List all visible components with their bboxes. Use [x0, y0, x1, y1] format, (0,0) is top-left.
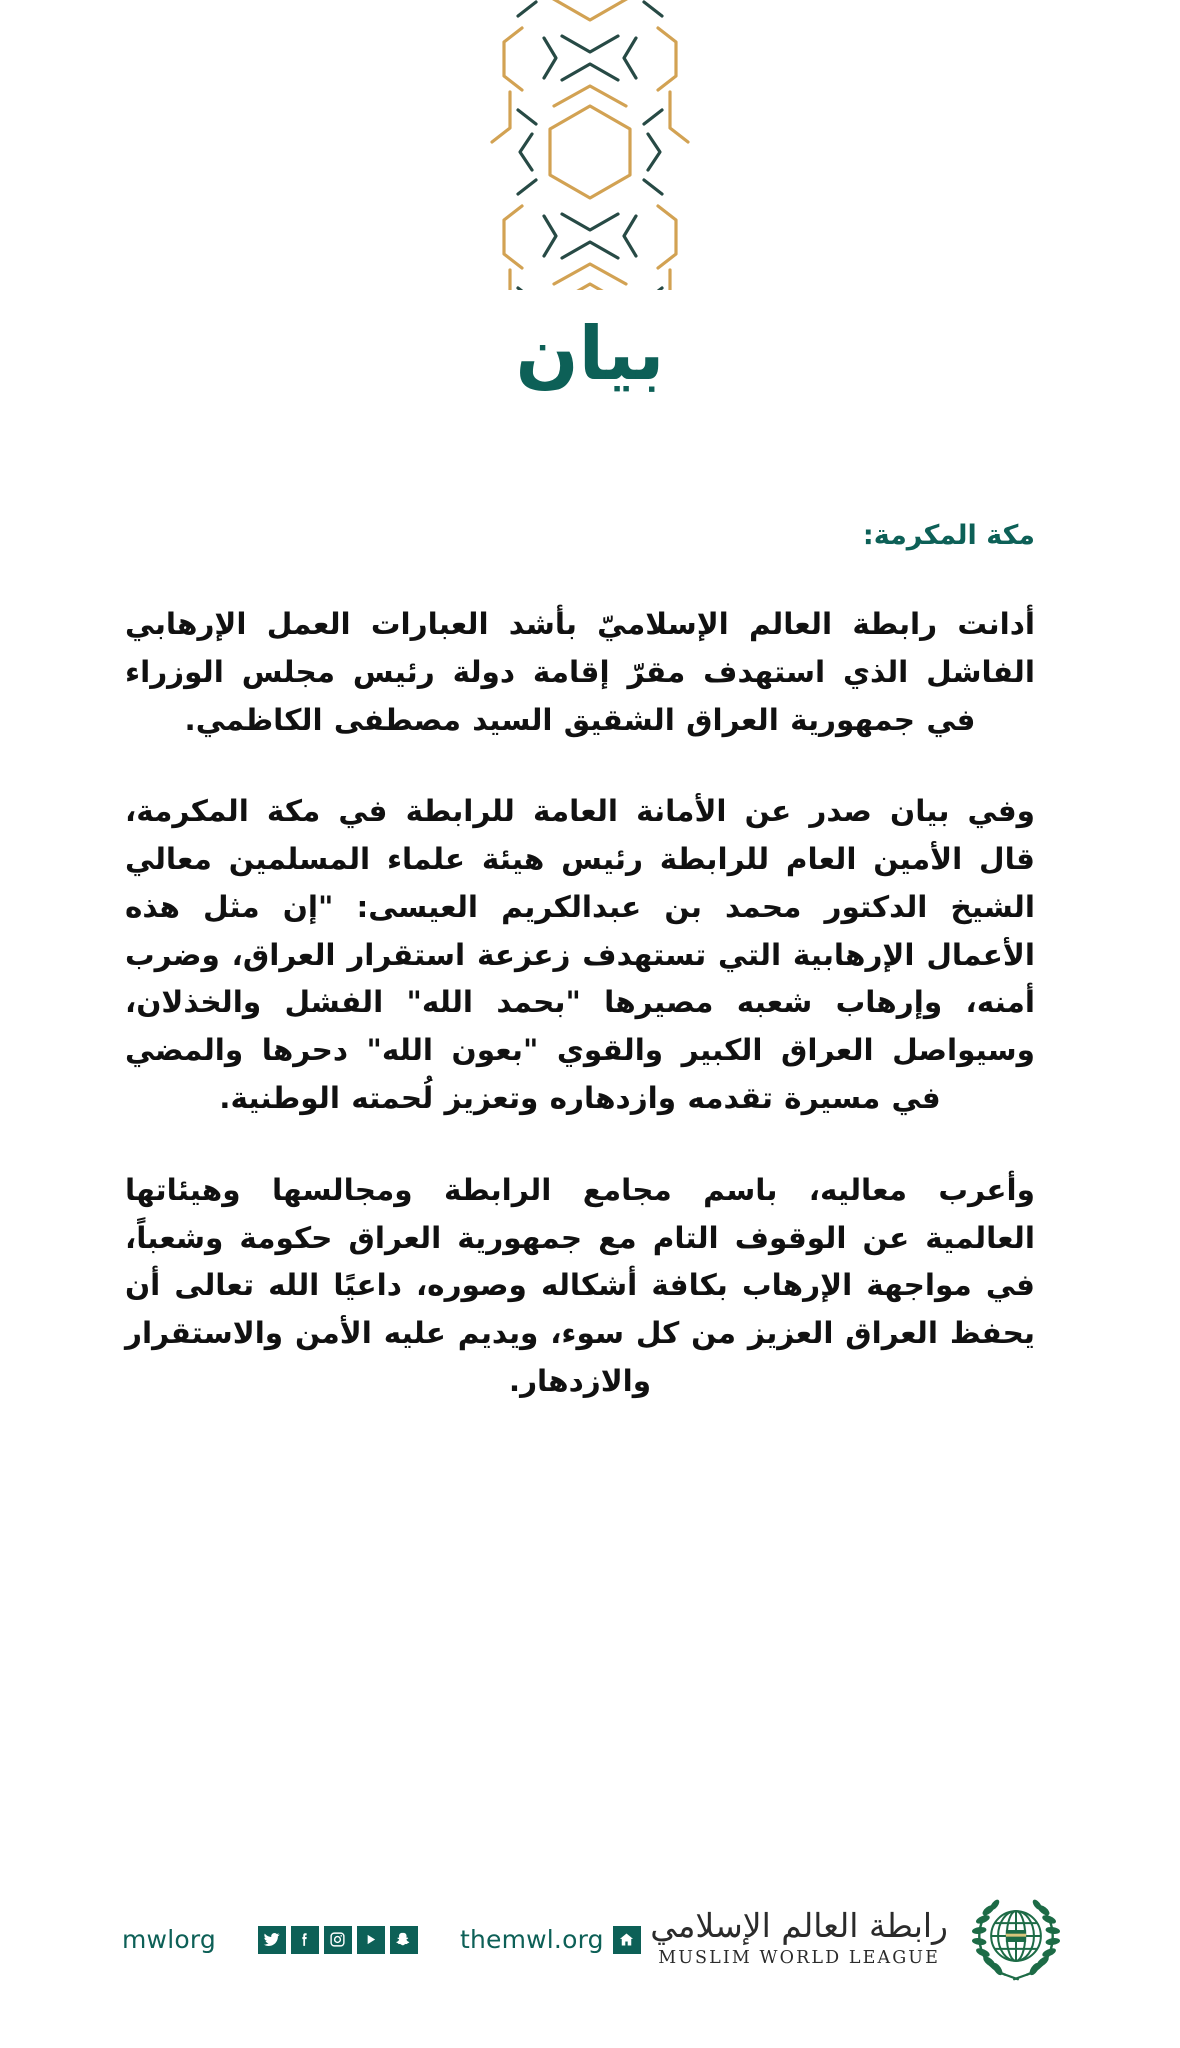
mwl-wordmark-english: MUSLIM WORLD LEAGUE [658, 1947, 941, 1968]
snapchat-icon[interactable] [390, 1926, 418, 1954]
kaaba-symbol [1006, 1930, 1026, 1942]
page-title-container [0, 312, 1180, 397]
youtube-icon[interactable] [357, 1926, 385, 1954]
social-icon-row [258, 1926, 418, 1954]
twitter-icon[interactable] [258, 1926, 286, 1954]
dateline: مكة المكرمة: [862, 520, 1035, 551]
statement-paragraph: وفي بيان صدر عن الأمانة العامة للرابطة في مكة المكرمة، قال الأمين العام للرابطة رئيس هيئة علماء المسلمين معالي الشيخ الدكتور محمد بن عبدالكريم العيسى: "إن مثل هذه الأعمال الإرهابية التي تستهدف زعزعة استقرار العراق، وضرب أمنه، وإرهاب شعبه مصيرها "بحمد الله" الفشل والخذلان، وسيواصل العراق الكبير والقوي "بعون الله" دحرها والمضي في مسيرة تقدمه وازدهاره وتعزيز لُحمته الوطنية. [125, 794, 1035, 1116]
statement-paragraph: أدانت رابطة العالم الإسلاميّ بأشد العبارات العمل الإرهابي الفاشل الذي استهدف مقرّ إقامة دولة رئيس مجلس الوزراء في جمهورية العراق الشقيق السيد مصطفى الكاظمي. [125, 607, 1035, 737]
page-title: بيان [515, 311, 665, 397]
youtube-play-glyph [362, 1931, 379, 1948]
snapchat-ghost-glyph [395, 1931, 412, 1948]
page-footer [0, 1808, 1180, 2048]
mwl-logo-lockup [650, 1890, 1062, 1986]
social-links-cluster [122, 1925, 641, 1954]
mwl-globe-wreath-emblem [970, 1890, 1062, 1986]
mwl-wordmark-arabic: رابطة العالم الإسلامي [650, 1905, 948, 1945]
instagram-icon[interactable] [324, 1926, 352, 1954]
website-url: themwl.org [459, 1925, 604, 1954]
website-cluster [460, 1925, 641, 1954]
statement-body [125, 520, 1035, 1406]
emblem-graphic [970, 1890, 1062, 1982]
statement-paragraph: وأعرب معاليه، باسم مجامع الرابطة ومجالسها وهيئاتها العالمية عن الوقوف التام مع جمهورية العراق حكومة وشعباً، في مواجهة الإرهاب بكافة أشكاله وصوره، داعيًا الله تعالى أن يحفظ العراق العزيز من كل سوء، ويديم عليه الأمن والاستقرار والازدهار. [125, 1172, 1035, 1398]
twitter-glyph [263, 1931, 280, 1948]
mwl-wordmark [650, 1905, 948, 1968]
instagram-glyph [329, 1931, 346, 1948]
home-glyph [618, 1931, 635, 1948]
facebook-icon[interactable] [291, 1926, 319, 1954]
geometric-pattern [470, 0, 710, 290]
home-icon[interactable] [613, 1926, 641, 1954]
social-handle: mwlorg [122, 1925, 216, 1954]
header-ornament-band [0, 0, 1180, 290]
facebook-glyph [296, 1931, 313, 1948]
